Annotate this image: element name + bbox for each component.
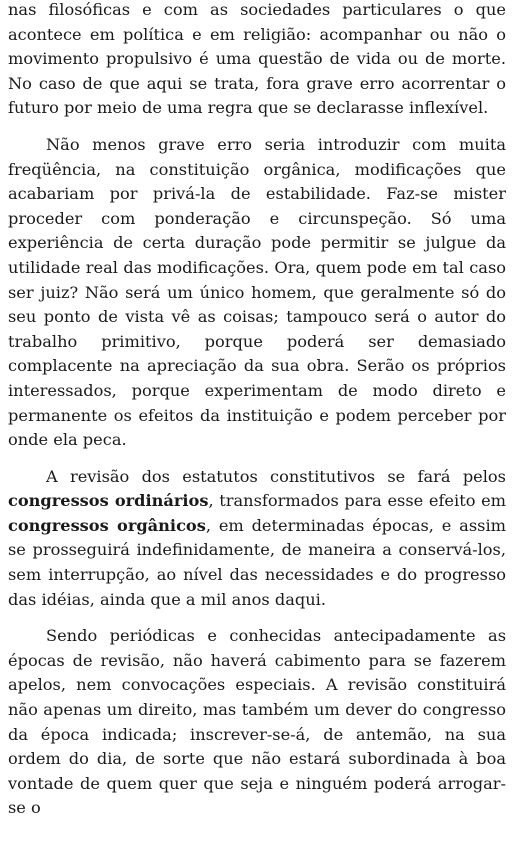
paragraph-2: [8, 133, 506, 453]
paragraph-3: [8, 465, 506, 613]
paragraph-3-text-b: , transformados para esse efeito em: [208, 491, 507, 511]
paragraph-1: [8, 0, 506, 121]
bold-term-congressos-organicos: congressos orgânicos: [8, 515, 206, 535]
paragraph-4: [8, 624, 506, 821]
paragraph-4-text: Sendo periódicas e conhecidas antecipadamente as épocas de revisão, não haverá cabimento para se fazerem apelos, nem convocações especiais. A revisão constituirá não apenas um direito, mas também um dever do congresso da época indicada; inscrever-se-á, de antemão, na sua ordem do dia, de sorte que não estará subordinada à boa vontade de quem quer que seja e ninguém poderá arrogar-se o: [8, 626, 506, 818]
bold-term-congressos-ordinarios: congressos ordinários: [8, 491, 209, 511]
document-page: [8, 0, 506, 833]
paragraph-1-text: nas filosóficas e com as sociedades particulares o que acontece em política e em religião: acompanhar ou não o movimento propulsivo é uma questão de vida ou de morte. No caso de que aqui se trata, fora grave erro acorrentar o futuro por meio de uma regra que se declarasse inflexível.: [8, 0, 506, 118]
paragraph-3-text-c: , em determinadas épocas, e assim se prosseguirá indefinidamente, de maneira a conservá-los, sem interrupção, ao nível das necessidades e do progresso das idéias, ainda que a mil anos daqui.: [8, 515, 506, 609]
paragraph-3-text-a: A revisão dos estatutos constitutivos se fará pelos: [46, 466, 506, 486]
paragraph-2-text: Não menos grave erro seria introduzir com muita freqüência, na constituição orgânica, modificações que acabariam por privá-la de estabilidade. Faz-se mister proceder com ponderação e circunspeção. Só uma experiência de certa duração pode permitir se julgue da utilidade real das modificações. Ora, quem pode em tal caso ser juiz? Não será um único homem, que geralmente só do seu ponto de vista vê as coisas; tampouco será o autor do trabalho primitivo, porque poderá ser demasiado complacente na apreciação da sua obra. Serão os próprios interessados, porque experimentam de modo direto e permanente os efeitos da instituição e podem perceber por onde ela peca.: [8, 134, 506, 450]
